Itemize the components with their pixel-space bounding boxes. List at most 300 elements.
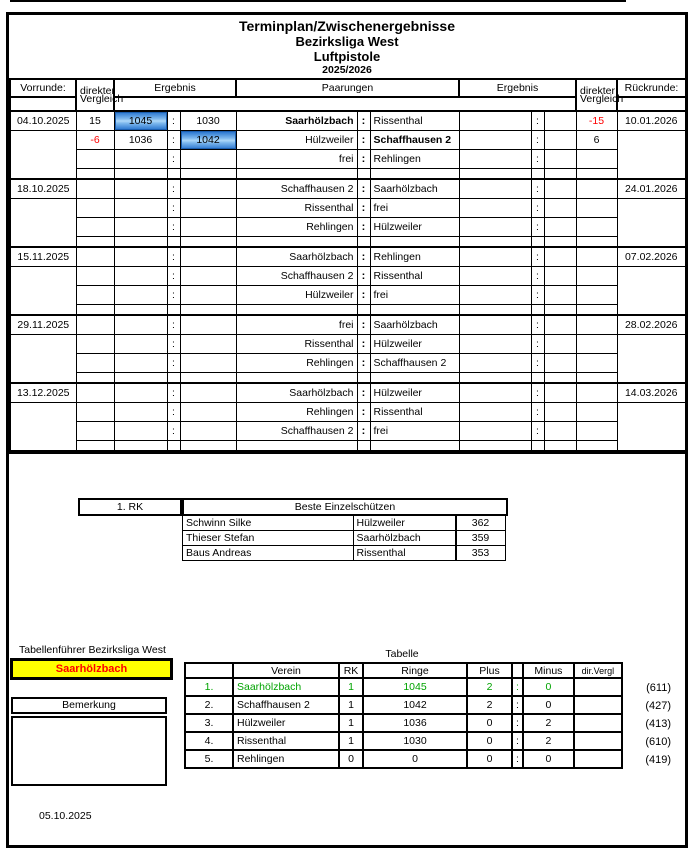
match-row <box>10 422 686 441</box>
pairing-colon-icon: : <box>357 286 370 305</box>
score-away-rueckrunde <box>544 218 576 237</box>
schedule-block-5 <box>10 383 686 451</box>
direct-comparison-left: -6 <box>76 131 114 150</box>
match-row <box>10 150 686 169</box>
spacer-cell <box>576 373 617 384</box>
score-colon-icon: : <box>531 131 544 150</box>
score-away-vorrunde <box>180 267 236 286</box>
leader-team-box <box>10 658 173 680</box>
score-colon-icon: : <box>531 179 544 199</box>
standings-header-rk: RK <box>339 663 363 678</box>
match-row <box>10 247 686 267</box>
home-team: Schaffhausen 2 <box>236 267 357 286</box>
spacer-cell <box>544 305 576 316</box>
standings-header-verein: Verein <box>233 663 339 678</box>
match-row <box>10 218 686 237</box>
standings-minus: 2 <box>523 732 574 750</box>
spacer-row <box>10 441 686 452</box>
standings-header-ringe: Ringe <box>363 663 467 678</box>
rueckrunde-date-empty <box>617 131 686 180</box>
match-row <box>10 131 686 150</box>
report-title: Terminplan/Zwischenergebnisse <box>238 18 456 34</box>
standings-minus: 0 <box>523 696 574 714</box>
header-direkter-vergleich-left <box>76 79 124 111</box>
standings-dirvergl <box>574 714 622 732</box>
spacer-cell <box>236 305 357 316</box>
standings-plus: 0 <box>467 714 512 732</box>
standings-pos: 2. <box>185 696 233 714</box>
spacer-cell <box>357 373 370 384</box>
away-team: Hülzweiler <box>370 218 459 237</box>
shooter-rings: 359 <box>455 530 506 546</box>
score-home-rueckrunde <box>459 247 531 267</box>
header-vergleich-word: Vergleich <box>580 93 624 105</box>
spacer-cell <box>544 373 576 384</box>
best-shooter-row <box>182 530 508 546</box>
direct-comparison-right <box>576 199 617 218</box>
direct-comparison-left <box>76 179 114 199</box>
standings-colon-icon: : <box>512 750 523 768</box>
home-team: Hülzweiler <box>236 131 357 150</box>
score-colon-icon: : <box>531 335 544 354</box>
away-team: Hülzweiler <box>370 335 459 354</box>
leader-team-name: Saarhölzbach <box>55 663 128 675</box>
pairing-colon-icon: : <box>357 315 370 335</box>
score-home-rueckrunde <box>459 179 531 199</box>
score-colon-icon: : <box>167 218 180 237</box>
home-team: frei <box>236 315 357 335</box>
standings-ringe: 1045 <box>363 678 467 696</box>
direct-comparison-right <box>576 267 617 286</box>
vorrunde-date: 18.10.2025 <box>10 179 76 199</box>
score-away-rueckrunde <box>544 315 576 335</box>
pairing-colon-icon: : <box>357 247 370 267</box>
vorrunde-date: 04.10.2025 <box>10 111 76 131</box>
standings-row <box>185 678 622 696</box>
score-colon-icon: : <box>531 111 544 131</box>
best-shooter-row <box>182 545 508 561</box>
score-colon-icon: : <box>167 403 180 422</box>
score-colon-icon: : <box>531 422 544 441</box>
direct-comparison-right: 6 <box>576 131 617 150</box>
report-title-block <box>9 15 685 77</box>
away-team: Schaffhausen 2 <box>370 131 459 150</box>
standings-ringe: 1036 <box>363 714 467 732</box>
rueckrunde-date-empty <box>617 335 686 384</box>
shooter-club: Saarhölzbach <box>353 530 457 546</box>
standings-header-colon <box>512 663 523 678</box>
score-colon-icon: : <box>531 315 544 335</box>
away-team: frei <box>370 286 459 305</box>
direct-comparison-left <box>76 383 114 403</box>
spacer-cell <box>114 305 167 316</box>
direct-comparison-left <box>76 403 114 422</box>
standings-header-pos <box>185 663 233 678</box>
pairing-colon-icon: : <box>357 383 370 403</box>
score-away-rueckrunde <box>544 199 576 218</box>
shooter-rings: 362 <box>455 515 506 531</box>
standings-pos: 4. <box>185 732 233 750</box>
score-home-rueckrunde <box>459 218 531 237</box>
standings-rk: 1 <box>339 732 363 750</box>
match-row <box>10 403 686 422</box>
direct-comparison-left <box>76 286 114 305</box>
score-colon-icon: : <box>531 383 544 403</box>
spacer-cell <box>180 373 236 384</box>
score-away-vorrunde <box>180 354 236 373</box>
standings-plus: 2 <box>467 696 512 714</box>
away-team: Saarhölzbach <box>370 179 459 199</box>
window-edge-line <box>10 0 626 2</box>
score-home-vorrunde <box>114 286 167 305</box>
shooter-name: Schwinn Silke <box>182 515 354 531</box>
spacer-cell <box>180 237 236 248</box>
pairing-colon-icon: : <box>357 218 370 237</box>
direct-comparison-right <box>576 335 617 354</box>
rueckrunde-date: 28.02.2026 <box>617 315 686 335</box>
score-colon-icon: : <box>167 383 180 403</box>
direct-comparison-right <box>576 218 617 237</box>
score-home-rueckrunde <box>459 383 531 403</box>
away-team: frei <box>370 422 459 441</box>
score-home-vorrunde <box>114 315 167 335</box>
pairing-colon-icon: : <box>357 131 370 150</box>
score-away-vorrunde <box>180 247 236 267</box>
match-row <box>10 199 686 218</box>
standings-row <box>185 750 622 768</box>
rueckrunde-date-empty <box>617 199 686 248</box>
spacer-cell <box>531 237 544 248</box>
direct-comparison-left <box>76 315 114 335</box>
header-direkter-word: direkter <box>80 84 116 97</box>
direct-comparison-left <box>76 335 114 354</box>
pairing-colon-icon: : <box>357 403 370 422</box>
away-team: Rehlingen <box>370 247 459 267</box>
schedule-block-1 <box>10 111 686 179</box>
standings-pos: 5. <box>185 750 233 768</box>
spacer-cell <box>114 373 167 384</box>
direct-comparison-total: (610) <box>645 736 671 748</box>
schedule-table <box>9 78 687 452</box>
spacer-cell <box>114 169 167 180</box>
sheet-page <box>6 12 688 848</box>
match-row <box>10 286 686 305</box>
score-colon-icon: : <box>531 218 544 237</box>
direct-comparison-total: (413) <box>645 718 671 730</box>
bemerkung-box <box>11 716 167 786</box>
away-team: Schaffhausen 2 <box>370 354 459 373</box>
pairing-colon-icon: : <box>357 199 370 218</box>
spacer-row <box>10 305 686 316</box>
standings-ringe: 0 <box>363 750 467 768</box>
score-away-rueckrunde <box>544 111 576 131</box>
standings-colon-icon: : <box>512 714 523 732</box>
rank-class-label: 1. RK <box>78 498 182 516</box>
standings-pos: 3. <box>185 714 233 732</box>
score-home-vorrunde <box>114 247 167 267</box>
match-row <box>10 111 686 131</box>
spacer-row <box>10 169 686 180</box>
home-team: Rissenthal <box>236 199 357 218</box>
spacer-cell <box>544 237 576 248</box>
header-empty-left <box>10 97 76 111</box>
score-away-rueckrunde <box>544 131 576 150</box>
score-away-rueckrunde <box>544 247 576 267</box>
score-home-rueckrunde <box>459 315 531 335</box>
report-subtitle-discipline: Luftpistole <box>313 49 381 64</box>
score-away-vorrunde <box>180 335 236 354</box>
standings-ringe: 1030 <box>363 732 467 750</box>
direct-comparison-right: -15 <box>576 111 617 131</box>
header-paarungen: Paarungen <box>236 79 459 97</box>
spacer-cell <box>370 373 459 384</box>
header-direkter-word: direkter <box>580 84 616 97</box>
pairing-colon-icon: : <box>357 267 370 286</box>
direct-comparison-right <box>576 354 617 373</box>
direct-comparison-total: (419) <box>645 754 671 766</box>
standings-plus: 2 <box>467 678 512 696</box>
header-empty-middle <box>114 97 576 111</box>
score-home-vorrunde <box>114 218 167 237</box>
standings-dirvergl <box>574 732 622 750</box>
match-row <box>10 335 686 354</box>
spacer-cell <box>180 169 236 180</box>
score-home-vorrunde <box>114 403 167 422</box>
home-team: Hülzweiler <box>236 286 357 305</box>
score-away-rueckrunde <box>544 150 576 169</box>
direct-comparison-asides <box>627 679 671 769</box>
score-home-rueckrunde <box>459 111 531 131</box>
pairing-colon-icon: : <box>357 150 370 169</box>
spacer-cell <box>459 169 531 180</box>
spacer-cell <box>236 441 357 452</box>
score-away-vorrunde <box>180 286 236 305</box>
header-ergebnis-right: Ergebnis <box>459 79 576 97</box>
spacer-cell <box>357 237 370 248</box>
standings-row <box>185 714 622 732</box>
standings-rk: 1 <box>339 696 363 714</box>
vorrunde-date-empty <box>10 131 76 180</box>
score-colon-icon: : <box>167 315 180 335</box>
home-team: Rehlingen <box>236 354 357 373</box>
score-home-rueckrunde <box>459 403 531 422</box>
rueckrunde-date: 14.03.2026 <box>617 383 686 403</box>
score-colon-icon: : <box>531 199 544 218</box>
away-team: Rehlingen <box>370 150 459 169</box>
spacer-cell <box>576 237 617 248</box>
score-colon-icon: : <box>167 422 180 441</box>
spacer-cell <box>180 305 236 316</box>
spacer-cell <box>459 373 531 384</box>
match-row <box>10 179 686 199</box>
rueckrunde-date-empty <box>617 267 686 316</box>
score-home-vorrunde <box>114 150 167 169</box>
section-divider-rule <box>9 451 685 454</box>
standings-verein: Rissenthal <box>233 732 339 750</box>
score-home-rueckrunde <box>459 335 531 354</box>
score-away-vorrunde <box>180 422 236 441</box>
spacer-cell <box>531 373 544 384</box>
score-home-vorrunde: 1036 <box>114 131 167 150</box>
score-home-rueckrunde <box>459 286 531 305</box>
spacer-cell <box>531 305 544 316</box>
home-team: Rehlingen <box>236 218 357 237</box>
direct-comparison-right <box>576 315 617 335</box>
direct-comparison-total: (611) <box>646 682 671 694</box>
spacer-cell <box>459 441 531 452</box>
standings-verein: Saarhölzbach <box>233 678 339 696</box>
best-shooters-rows <box>182 515 508 561</box>
spacer-cell <box>76 237 114 248</box>
score-colon-icon: : <box>531 354 544 373</box>
spacer-cell <box>167 441 180 452</box>
direct-comparison-left <box>76 422 114 441</box>
direct-comparison-right <box>576 247 617 267</box>
pairing-colon-icon: : <box>357 179 370 199</box>
spacer-cell <box>576 305 617 316</box>
spacer-cell <box>531 441 544 452</box>
shooter-club: Hülzweiler <box>353 515 457 531</box>
score-away-vorrunde: 1030 <box>180 111 236 131</box>
home-team: frei <box>236 150 357 169</box>
home-team: Schaffhausen 2 <box>236 179 357 199</box>
standings-pos: 1. <box>185 678 233 696</box>
score-home-vorrunde <box>114 383 167 403</box>
schedule-block-2 <box>10 179 686 247</box>
standings-row <box>185 696 622 714</box>
spacer-cell <box>236 373 357 384</box>
spacer-cell <box>236 169 357 180</box>
score-home-rueckrunde <box>459 199 531 218</box>
spacer-cell <box>180 441 236 452</box>
standings-rk: 1 <box>339 714 363 732</box>
rueckrunde-date: 24.01.2026 <box>617 179 686 199</box>
bemerkung-header: Bemerkung <box>11 697 167 714</box>
away-team: Rissenthal <box>370 267 459 286</box>
spacer-cell <box>531 169 544 180</box>
match-row <box>10 315 686 335</box>
direct-comparison-right <box>576 422 617 441</box>
score-home-vorrunde <box>114 179 167 199</box>
score-home-vorrunde: 1045 <box>114 111 167 131</box>
shooter-club: Rissenthal <box>353 545 457 561</box>
direct-comparison-left: 15 <box>76 111 114 131</box>
direct-comparison-left <box>76 354 114 373</box>
score-colon-icon: : <box>531 267 544 286</box>
standings-colon-icon: : <box>512 678 523 696</box>
spacer-cell <box>114 441 167 452</box>
spacer-cell <box>370 169 459 180</box>
spacer-cell <box>357 169 370 180</box>
spacer-row <box>10 373 686 384</box>
match-row <box>10 354 686 373</box>
spacer-cell <box>357 305 370 316</box>
home-team: Schaffhausen 2 <box>236 422 357 441</box>
score-away-vorrunde <box>180 383 236 403</box>
score-colon-icon: : <box>167 111 180 131</box>
standings-header-dirvergl: dir.Vergl <box>574 663 622 678</box>
direct-comparison-left <box>76 150 114 169</box>
direct-comparison-left <box>76 199 114 218</box>
score-home-rueckrunde <box>459 267 531 286</box>
spacer-cell <box>236 237 357 248</box>
spacer-cell <box>114 237 167 248</box>
direct-comparison-left <box>76 267 114 286</box>
best-shooter-row <box>182 515 508 531</box>
away-team: Rissenthal <box>370 403 459 422</box>
spacer-cell <box>370 305 459 316</box>
standings-row <box>185 732 622 750</box>
standings-colon-icon: : <box>512 696 523 714</box>
score-home-vorrunde <box>114 199 167 218</box>
home-team: Saarhölzbach <box>236 383 357 403</box>
score-away-rueckrunde <box>544 354 576 373</box>
vorrunde-date: 29.11.2025 <box>10 315 76 335</box>
standings-header-minus: Minus <box>523 663 574 678</box>
pairing-colon-icon: : <box>357 354 370 373</box>
spacer-cell <box>76 305 114 316</box>
pairing-colon-icon: : <box>357 422 370 441</box>
header-vorrunde: Vorrunde: <box>10 79 76 97</box>
score-colon-icon: : <box>167 131 180 150</box>
score-home-rueckrunde <box>459 150 531 169</box>
header-direkter-vergleich-right <box>576 79 624 111</box>
direct-comparison-left <box>76 247 114 267</box>
score-home-rueckrunde <box>459 131 531 150</box>
vorrunde-date-empty <box>10 335 76 384</box>
standings-dirvergl <box>574 696 622 714</box>
vorrunde-date-empty <box>10 199 76 248</box>
spacer-cell <box>357 441 370 452</box>
score-home-rueckrunde <box>459 422 531 441</box>
spacer-cell <box>370 237 459 248</box>
score-colon-icon: : <box>531 286 544 305</box>
score-away-vorrunde <box>180 218 236 237</box>
score-colon-icon: : <box>167 267 180 286</box>
leader-label: Tabellenführer Bezirksliga West <box>19 644 166 656</box>
standings-colon-icon: : <box>512 732 523 750</box>
direct-comparison-right <box>576 286 617 305</box>
standings-plus: 0 <box>467 750 512 768</box>
pairing-colon-icon: : <box>357 335 370 354</box>
standings-minus: 2 <box>523 714 574 732</box>
score-colon-icon: : <box>531 150 544 169</box>
score-colon-icon: : <box>167 199 180 218</box>
schedule-block-3 <box>10 247 686 315</box>
away-team: Saarhölzbach <box>370 315 459 335</box>
vorrunde-date: 13.12.2025 <box>10 383 76 403</box>
rueckrunde-date: 10.01.2026 <box>617 111 686 131</box>
standings-dirvergl <box>574 750 622 768</box>
score-away-rueckrunde <box>544 383 576 403</box>
standings-rk: 1 <box>339 678 363 696</box>
spacer-cell <box>76 169 114 180</box>
vorrunde-date-empty <box>10 403 76 452</box>
standings-table <box>184 662 623 769</box>
spacer-cell <box>76 441 114 452</box>
score-colon-icon: : <box>167 286 180 305</box>
spacer-cell <box>167 237 180 248</box>
score-away-rueckrunde <box>544 335 576 354</box>
spacer-cell <box>167 373 180 384</box>
direct-comparison-right <box>576 179 617 199</box>
pairing-colon-icon: : <box>357 111 370 131</box>
spacer-cell <box>459 305 531 316</box>
home-team: Rehlingen <box>236 403 357 422</box>
standings-minus: 0 <box>523 750 574 768</box>
vorrunde-date-empty <box>10 267 76 316</box>
score-home-vorrunde <box>114 335 167 354</box>
